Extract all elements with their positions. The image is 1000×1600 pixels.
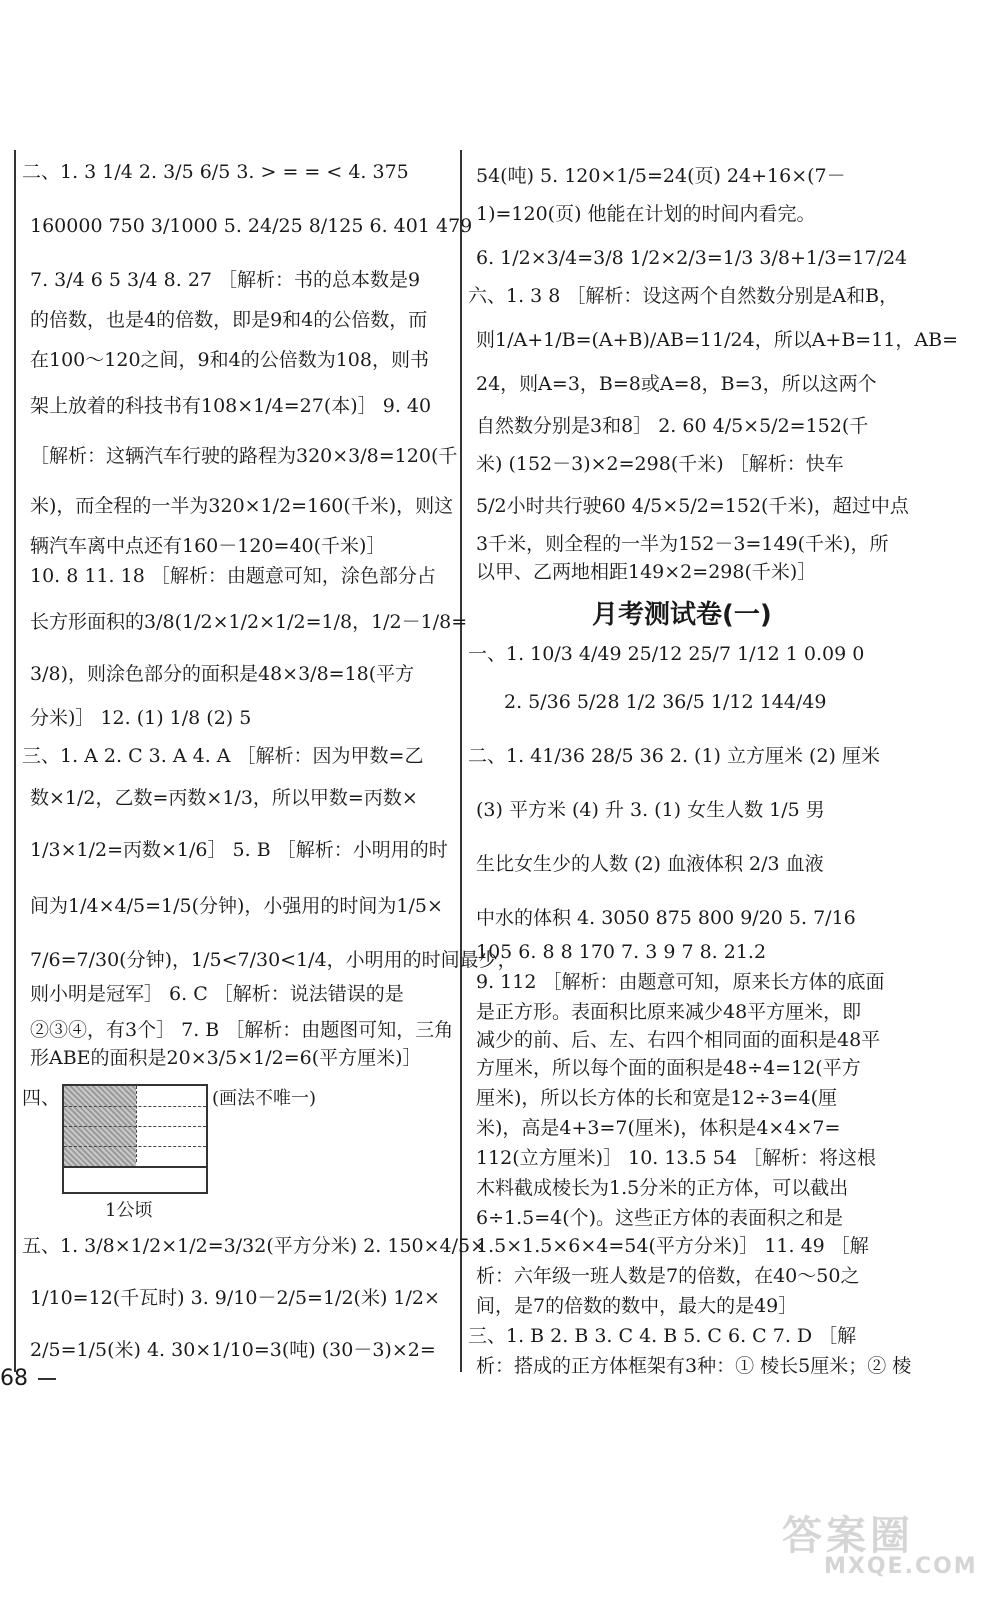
right-line: 方厘米，所以每个面的面积是48÷4=12(平方 [476, 1057, 861, 1079]
right-line: 6. 1/2×3/4=3/8 1/2×2/3=1/3 3/8+1/3=17/24 [476, 247, 908, 269]
right-line: 5/2小时共行驶60 4/5×5/2=152(千米)，超过中点 [476, 495, 909, 517]
right-line: 析：六年级一班人数是7的倍数，在40～50之 [476, 1265, 860, 1287]
right-line: 木料截成棱长为1.5分米的正方体，可以截出 [476, 1177, 849, 1199]
section-label-four: 四、 [22, 1087, 61, 1109]
left-line: 辆汽车离中点还有160－120=40(千米)］ [30, 535, 386, 557]
left-line: 五、1. 3/8×1/2×1/2=3/32(平方分米) 2. 150×4/5× [22, 1235, 487, 1257]
left-line: ［解析：这辆汽车行驶的路程为320×3/8=120(千 [30, 445, 458, 467]
section-title: 月考测试卷(一) [592, 600, 772, 630]
right-line: 105 6. 8 8 170 7. 3 9 7 8. 21.2 [476, 941, 767, 963]
figure-caption: 1公顷 [105, 1200, 153, 1221]
figure-note: (画法不唯一) [212, 1088, 317, 1109]
right-line: 是正方形。表面积比原来减少48平方厘米，即 [476, 1001, 862, 1023]
left-line: 三、1. A 2. C 3. A 4. A ［解析：因为甲数=乙 [22, 745, 424, 767]
right-line: 以甲、乙两地相距149×2=298(千米)］ [476, 561, 817, 583]
right-line: 减少的前、后、左、右四个相同面的面积是48平 [476, 1029, 881, 1051]
right-line: 二、1. 41/36 28/5 36 2. (1) 立方厘米 (2) 厘米 [468, 745, 880, 767]
left-line: ②③④，有3个］ 7. B ［解析：由题图可知，三角 [30, 1019, 454, 1041]
left-line: 分米)］ 12. (1) 1/8 (2) 5 [30, 707, 252, 729]
right-line: 则1/A+1/B=(A+B)/AB=11/24，所以A+B=11，AB= [476, 329, 958, 351]
page-number: 68 [0, 1366, 28, 1391]
right-line: 24，则A=3，B=8或A=8，B=3，所以这两个 [476, 373, 877, 395]
left-margin-rule [14, 150, 16, 1372]
watermark-text: 答案圈 [782, 1513, 914, 1559]
left-line: 7/6=7/30(分钟)，1/5<7/30<1/4，小明用的时间最少， [30, 949, 517, 971]
right-line: 9. 112 ［解析：由题意可知，原来长方体的底面 [476, 971, 885, 993]
right-line: 一、1. 10/3 4/49 25/12 25/7 1/12 1 0.09 0 [468, 643, 865, 665]
page-number-dash [38, 1378, 56, 1380]
right-line: 米) (152－3)×2=298(千米) ［解析：快车 [476, 453, 844, 475]
right-line: 1.5×1.5×6×4=54(平方分米)］ 11. 49 ［解 [476, 1235, 869, 1257]
watermark-logo [782, 1504, 982, 1582]
left-line: 1/3×1/2=丙数×1/6］ 5. B ［解析：小明用的时 [30, 839, 448, 861]
left-line: 则小明是冠军］ 6. C ［解析：说法错误的是 [30, 983, 404, 1005]
left-line: 米)，而全程的一半为320×1/2=160(千米)，则这 [30, 495, 454, 517]
left-line: 在100～120之间，9和4的公倍数为108，则书 [30, 349, 429, 371]
right-line: 6÷1.5=4(个)。这些正方体的表面积之和是 [476, 1207, 844, 1229]
right-line: 三、1. B 2. B 3. C 4. B 5. C 6. C 7. D ［解 [468, 1325, 857, 1347]
right-line: 析：搭成的正方体框架有3种：① 棱长5厘米；② 棱 [476, 1355, 912, 1377]
dashed-line [64, 1106, 206, 1107]
left-line: 长方形面积的3/8(1/2×1/2×1/2=1/8，1/2－1/8= [30, 611, 468, 633]
dashed-line [64, 1146, 206, 1147]
divider-line [64, 1166, 206, 1168]
left-line: 10. 8 11. 18 ［解析：由题意可知，涂色部分占 [30, 565, 436, 587]
right-line: 中水的体积 4. 3050 875 800 9/20 5. 7/16 [476, 907, 856, 929]
column-divider [460, 150, 462, 1372]
dashed-line [64, 1126, 206, 1127]
right-line: 米)，高是4+3=7(厘米)，体积是4×4×7= [476, 1117, 841, 1139]
right-line: 生比女生少的人数 (2) 血液体积 2/3 血液 [476, 853, 824, 875]
left-line: 架上放着的科技书有108×1/4=27(本)］ 9. 40 [30, 395, 432, 417]
left-line: 的倍数，也是4的倍数，即是9和4的公倍数，而 [30, 309, 428, 331]
left-line: 1/10=12(千瓦时) 3. 9/10－2/5=1/2(米) 1/2× [30, 1287, 440, 1309]
right-line: 厘米)，所以长方体的长和宽是12÷3=4(厘 [476, 1087, 838, 1109]
right-line: 1)=120(页) 他能在计划的时间内看完。 [476, 203, 816, 225]
dashed-line [136, 1086, 137, 1162]
left-line: 160000 750 3/1000 5. 24/25 8/125 6. 401 479 [30, 215, 473, 237]
right-line: 自然数分别是3和8］ 2. 60 4/5×5/2=152(千 [476, 415, 869, 437]
right-line: 间，是7的倍数的数中，最大的是49］ [476, 1295, 798, 1317]
right-line: 3千米，则全程的一半为152－3=149(千米)，所 [476, 533, 889, 555]
watermark-url: MXQE.COM [824, 1554, 978, 1579]
right-line: (3) 平方米 (4) 升 3. (1) 女生人数 1/5 男 [476, 799, 825, 821]
left-line: 2/5=1/5(米) 4. 30×1/10=3(吨) (30－3)×2= [30, 1339, 436, 1361]
left-line: 7. 3/4 6 5 3/4 8. 27 ［解析：书的总本数是9 [30, 269, 421, 291]
left-line: 3/8)，则涂色部分的面积是48×3/8=18(平方 [30, 663, 415, 685]
right-line: 六、1. 3 8 ［解析：设这两个自然数分别是A和B， [468, 285, 899, 307]
left-line: 数×1/2，乙数=丙数×1/3，所以甲数=丙数× [30, 787, 418, 809]
right-line: 2. 5/36 5/28 1/2 36/5 1/12 144/49 [504, 691, 827, 713]
left-line: 二、1. 3 1/4 2. 3/5 6/5 3. > = = < 4. 375 [22, 161, 409, 183]
left-line: 间为1/4×4/5=1/5(分钟)，小强用的时间为1/5× [30, 895, 443, 917]
hectare-diagram [62, 1084, 208, 1194]
left-line: 形ABE的面积是20×3/5×1/2=6(平方厘米)］ [30, 1047, 422, 1069]
right-line: 54(吨) 5. 120×1/5=24(页) 24+16×(7－ [476, 165, 846, 187]
right-line: 112(立方厘米)］ 10. 13.5 54 ［解析：将这根 [476, 1147, 876, 1169]
